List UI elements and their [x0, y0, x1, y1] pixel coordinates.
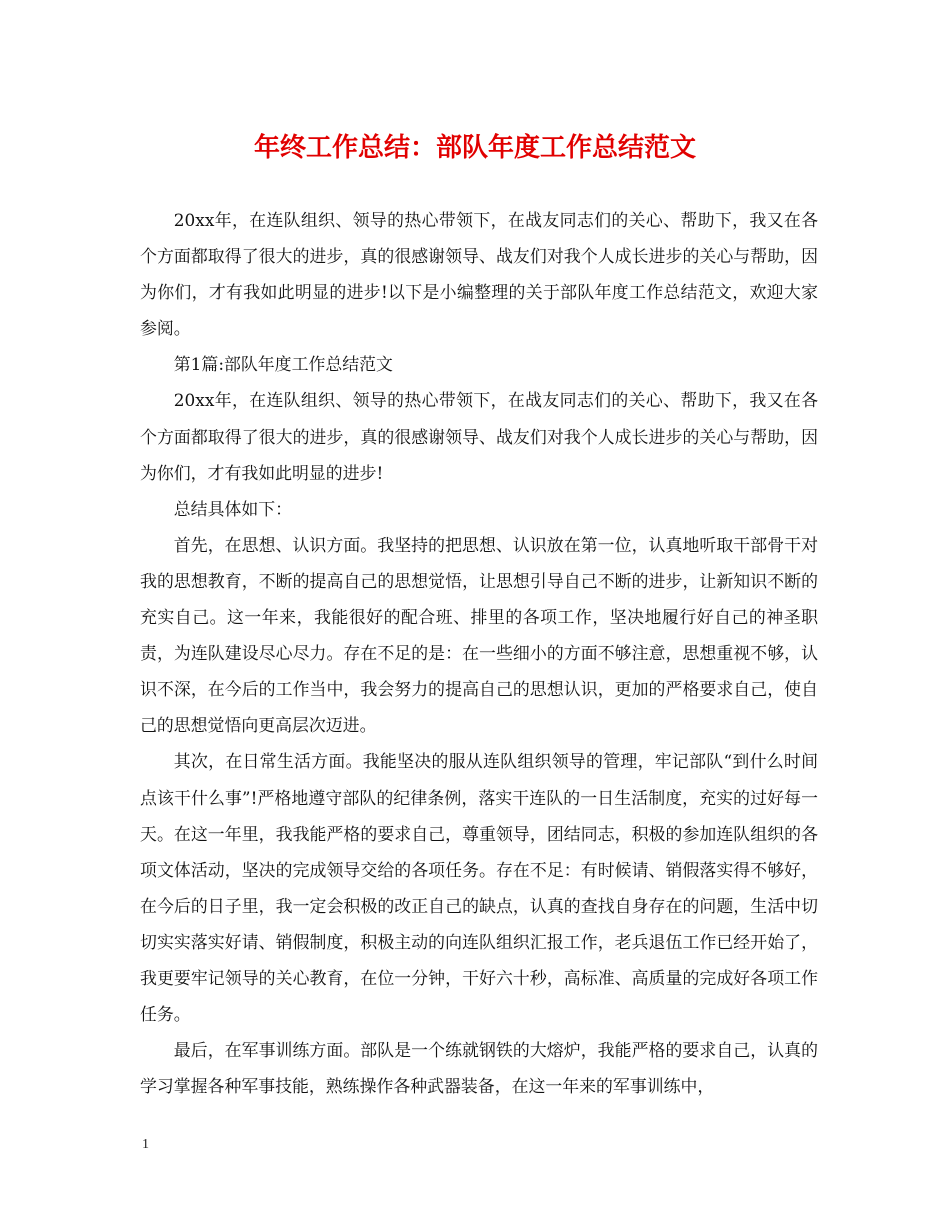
- paragraph: 总结具体如下：: [173, 498, 293, 519]
- document-body: [140, 202, 818, 1104]
- document-title: 年终工作总结：部队年度工作总结范文: [253, 133, 696, 163]
- page-number: 1: [142, 1137, 149, 1152]
- section-heading: 第1篇:部队年度工作总结范文: [173, 354, 393, 375]
- paragraph: 首先，在思想、认识方面。我坚持的把思想、认识放在第一位，认真地听取干部骨干对我的思想教育，不断的提高自己的思想觉悟，让思想引导自己不断的进步，让新知识不断的充实自己。这一年来，我能很好的配合班、排里的各项工作，坚决地履行好自己的神圣职责，为连队建设尽心尽力。存在不足的是：在一些细小的方面不够注意，思想重视不够，认识不深，在今后的工作当中，我会努力的提高自己的思想认识，更加的严格要求自己，使自己的思想觉悟向更高层次迈进。: [140, 534, 818, 736]
- paragraph: 20xx年，在连队组织、领导的热心带领下，在战友同志们的关心、帮助下，我又在各个方面都取得了很大的进步，真的很感谢领导、战友们对我个人成长进步的关心与帮助，因为你们，才有我如此明显的进步!: [140, 390, 818, 483]
- paragraph: 其次，在日常生活方面。我能坚决的服从连队组织领导的管理，牢记部队“到什么时间点该干什么事”!严格地遵守部队的纪律条例，落实干连队的一日生活制度，充实的过好每一天。在这一年里，我我能严格的要求自己，尊重领导，团结同志，积极的参加连队组织的各项文体活动，坚决的完成领导交给的各项任务。存在不足：有时候请、销假落实得不够好，在今后的日子里，我一定会积极的改正自己的缺点，认真的查找自身存在的问题，生活中切切实实落实好请、销假制度，积极主动的向连队组织汇报工作，老兵退伍工作已经开始了，我更要牢记领导的关心教育，在位一分钟，干好六十秒，高标准、高质量的完成好各项工作任务。: [140, 751, 818, 1025]
- paragraph: 20xx年，在连队组织、领导的热心带领下，在战友同志们的关心、帮助下，我又在各个方面都取得了很大的进步，真的很感谢领导、战友们对我个人成长进步的关心与帮助，因为你们，才有我如此明显的进步!以下是小编整理的关于部队年度工作总结范文，欢迎大家参阅。: [140, 210, 818, 339]
- paragraph: 最后，在军事训练方面。部队是一个练就钢铁的大熔炉，我能严格的要求自己，认真的学习掌握各种军事技能，熟练操作各种武器装备，在这一年来的军事训练中，: [140, 1040, 818, 1097]
